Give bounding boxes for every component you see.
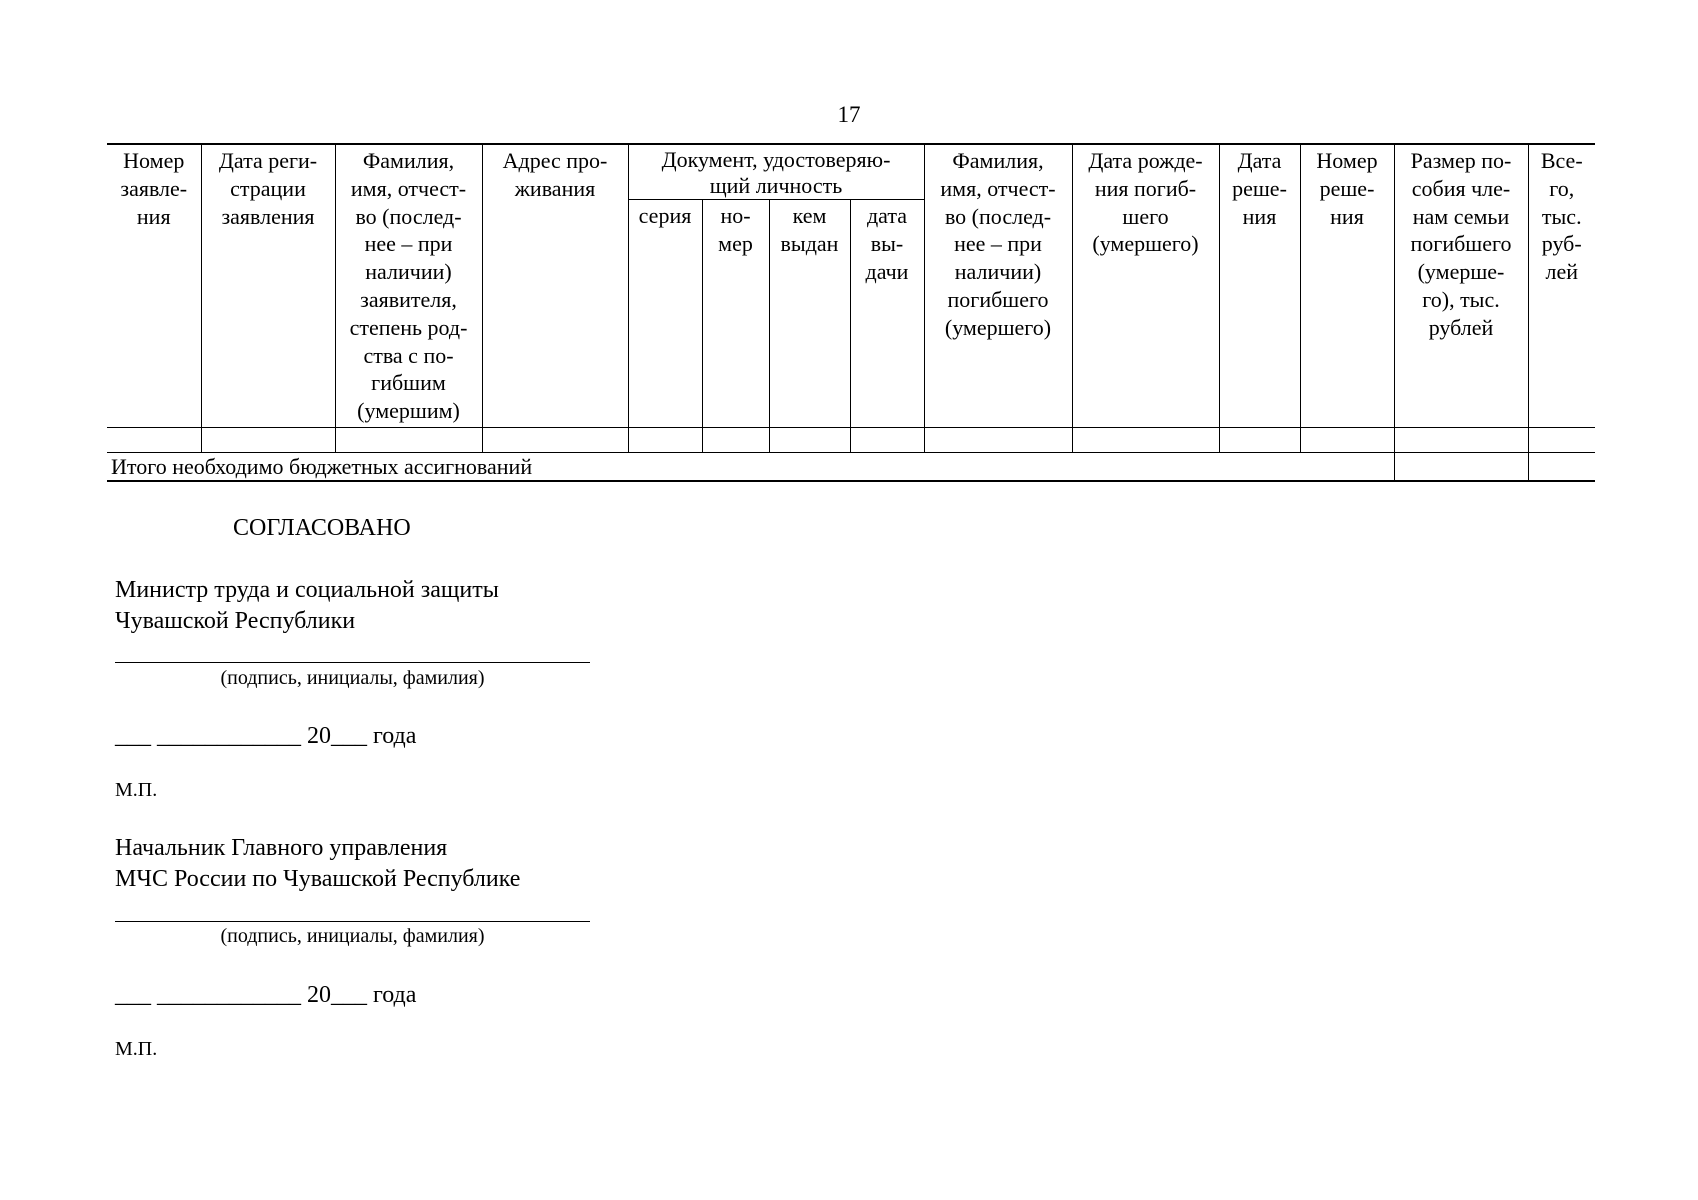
header-decision-number: Номер реше- ния — [1300, 144, 1394, 427]
header-deceased-name: Фамилия, имя, отчест- во (послед- нее – при наличии) погибшего (умершего) — [924, 144, 1072, 427]
header-allowance-amount: Размер по- собия чле- нам семьи погибшего (умерше- го), тыс. рублей — [1394, 144, 1528, 427]
table-cell — [702, 427, 769, 452]
header-address: Адрес про- живания — [482, 144, 628, 427]
page-number: 17 — [837, 102, 861, 127]
approval-heading: СОГЛАСОВАНО — [233, 515, 411, 541]
table-cell — [1219, 427, 1300, 452]
header-id-series: серия — [628, 200, 702, 428]
total-row-label: Итого необходимо бюджетных ассигнований — [107, 452, 1394, 481]
signature-line — [115, 920, 590, 922]
table-cell — [1394, 427, 1528, 452]
table-cell — [1300, 427, 1394, 452]
header-application-number: Номер заявле- ния — [107, 144, 201, 427]
header-total: Все- го, тыс. руб- лей — [1528, 144, 1595, 427]
date-line: ___ ____________ 20___ года — [115, 982, 417, 1008]
table-cell — [769, 427, 850, 452]
header-decision-date: Дата реше- ния — [1219, 144, 1300, 427]
stamp-label: М.П. — [115, 1038, 158, 1060]
signer-title: Министр труда и социальной защиты Чувашской Республики — [115, 577, 499, 634]
header-applicant-name: Фамилия, имя, отчест- во (послед- нее – при наличии) заявителя, степень род- ства с по- гибшим (умершим) — [335, 144, 482, 427]
table-cell — [924, 427, 1072, 452]
signer-block — [115, 0, 615, 1200]
signer-title: Начальник Главного управления МЧС России по Чувашской Республике — [115, 835, 521, 892]
header-id-issued-by: кем выдан — [769, 200, 850, 428]
header-registration-date: Дата реги- страции заявления — [201, 144, 335, 427]
header-id-document-group: Документ, удостоверяю- щий личность — [628, 144, 924, 200]
total-sum-cell — [1528, 452, 1595, 481]
table-cell — [1528, 427, 1595, 452]
table-cell — [850, 427, 924, 452]
total-allowance-cell — [1394, 452, 1528, 481]
signature-caption: (подпись, инициалы, фамилия) — [220, 925, 485, 947]
header-id-number: но- мер — [702, 200, 769, 428]
signature-caption: (подпись, инициалы, фамилия) — [220, 667, 485, 689]
header-id-issue-date: дата вы- дачи — [850, 200, 924, 428]
table-cell — [628, 427, 702, 452]
stamp-label: М.П. — [115, 779, 158, 801]
date-line: ___ ____________ 20___ года — [115, 723, 417, 749]
header-deceased-birth-date: Дата рожде- ния погиб- шего (умершего) — [1072, 144, 1219, 427]
table-cell — [1072, 427, 1219, 452]
